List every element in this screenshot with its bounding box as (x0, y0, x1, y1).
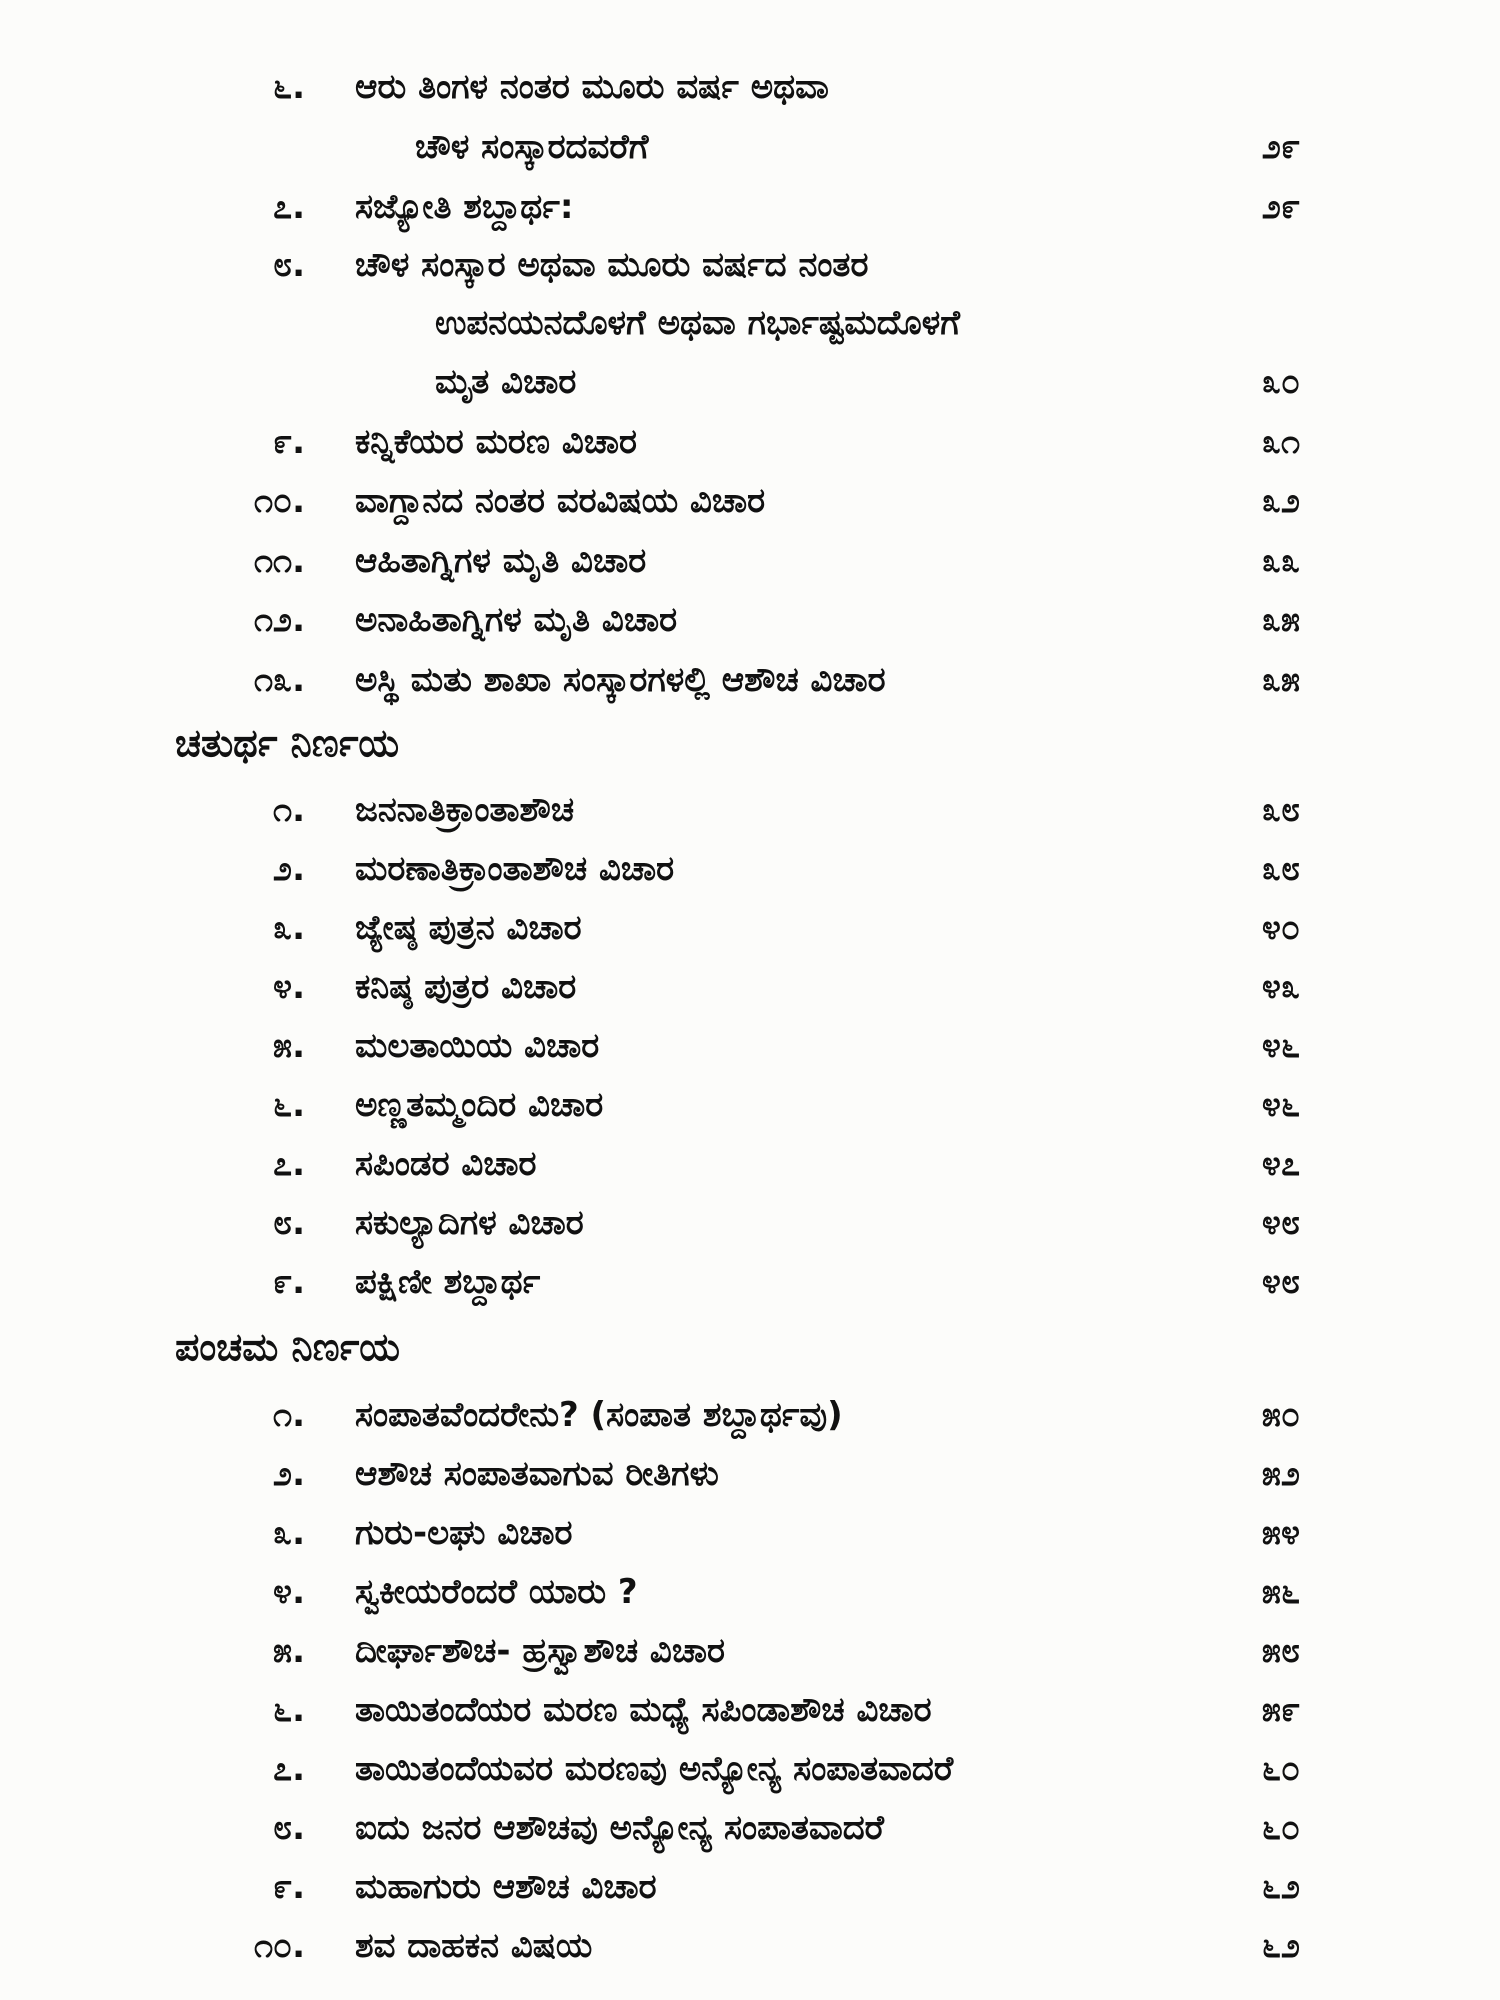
toc-entry (0, 1016, 1500, 1076)
entry-title: ಮಹಾಗುರು ಆಶೌಚ ವಿಚಾರ (355, 1867, 657, 1907)
entry-title: ಕನಿಷ್ಠ ಪುತ್ರರ ವಿಚಾರ (355, 967, 577, 1007)
entry-number: ೪. (273, 1572, 305, 1612)
toc-entry-continuation (0, 352, 1500, 412)
entry-number: ೯. (273, 1262, 305, 1302)
entry-number: ೮. (273, 1808, 305, 1848)
entry-page: ೩೮ (1261, 790, 1300, 830)
entry-title: ಸಕುಲ್ಯಾದಿಗಳ ವಿಚಾರ (355, 1203, 584, 1243)
entry-number: ೯. (273, 422, 305, 462)
entry-title: ಸ್ವಕೀಯರೆಂದರೆ ಯಾರು ? (355, 1572, 638, 1612)
entry-number: ೧೦. (254, 481, 305, 521)
entry-number: ೧. (273, 1395, 305, 1435)
toc-entry (0, 1857, 1500, 1917)
entry-page: ೩೫ (1261, 600, 1300, 640)
entry-title: ದೀರ್ಘಾಶೌಚ- ಹ್ರಸ್ವಾಶೌಚ ವಿಚಾರ (355, 1631, 726, 1671)
entry-page: ೪೭ (1261, 1144, 1300, 1184)
toc-entry (0, 957, 1500, 1017)
entry-page: ೨೯ (1261, 127, 1300, 167)
entry-title: ಸಜ್ಯೋತಿ ಶಬ್ದಾರ್ಥ: (355, 187, 574, 227)
toc-entry (0, 1798, 1500, 1858)
toc-entry (0, 412, 1500, 472)
entry-number: ೭. (273, 1144, 305, 1184)
entry-number: ೮. (273, 245, 305, 285)
entry-title: ಅನಾಹಿತಾಗ್ನಿಗಳ ಮೃತಿ ವಿಚಾರ (355, 600, 678, 640)
entry-title: ಕನ್ನಿಕೆಯರ ಮರಣ ವಿಚಾರ (355, 422, 638, 462)
entry-number: ೩. (273, 908, 305, 948)
entry-title: ಶವ ದಾಹಕನ ವಿಷಯ (355, 1926, 593, 1966)
entry-number: ೮. (273, 1203, 305, 1243)
entry-page: ೬೨ (1261, 1926, 1300, 1966)
entry-page: ೬೦ (1261, 1808, 1300, 1848)
entry-number: ೭. (273, 1749, 305, 1789)
toc-entry (0, 177, 1500, 237)
entry-number: ೧೩. (254, 660, 305, 700)
entry-page: ೩೦ (1261, 362, 1300, 402)
entry-title: ಉಪನಯನದೊಳಗೆ ಅಥವಾ ಗರ್ಭಾಷ್ಟಮದೊಳಗೆ (435, 303, 960, 343)
entry-title: ಆಶೌಚ ಸಂಪಾತವಾಗುವ ರೀತಿಗಳು (355, 1454, 719, 1494)
entry-number: ೧೦. (254, 1926, 305, 1966)
toc-entry (0, 1739, 1500, 1799)
entry-page: ೫೮ (1261, 1631, 1300, 1671)
entry-title: ಅಸ್ಥಿ ಮತು ಶಾಖಾ ಸಂಸ್ಕಾರಗಳಲ್ಲಿ ಆಶೌಚ ವಿಚಾರ (355, 660, 886, 700)
toc-entry (0, 1503, 1500, 1563)
toc-entry (0, 1562, 1500, 1622)
toc-entry (0, 1621, 1500, 1681)
entry-page: ೩೨ (1261, 481, 1300, 521)
entry-number: ೧೧. (254, 541, 305, 581)
entry-number: ೪. (273, 967, 305, 1007)
entry-title: ಚೌಳ ಸಂಸ್ಕಾರ ಅಥವಾ ಮೂರು ವರ್ಷದ ನಂತರ (355, 245, 869, 285)
toc-entry (0, 839, 1500, 899)
entry-number: ೧೨. (254, 600, 305, 640)
entry-page: ೬೨ (1261, 1867, 1300, 1907)
entry-title: ಚೌಳ ಸಂಸ್ಕಾರದವರೆಗೆ (415, 127, 649, 167)
entry-page: ೪೩ (1261, 967, 1300, 1007)
toc-entry (0, 650, 1500, 710)
entry-title: ವಾಗ್ದಾನದ ನಂತರ ವರವಿಷಯ ವಿಚಾರ (355, 481, 766, 521)
entry-title: ಮರಣಾತಿಕ್ರಾಂತಾಶೌಚ ವಿಚಾರ (355, 849, 675, 889)
entry-page: ೫೨ (1261, 1454, 1300, 1494)
toc-entry (0, 235, 1500, 295)
entry-title: ಸಂಪಾತವೆಂದರೇನು? (ಸಂಪಾತ ಶಬ್ದಾರ್ಥವು) (355, 1395, 843, 1435)
entry-title: ಆರು ತಿಂಗಳ ನಂತರ ಮೂರು ವರ್ಷ ಅಥವಾ (355, 67, 829, 107)
entry-page: ೪೬ (1261, 1085, 1300, 1125)
entry-title: ಮೃತ ವಿಚಾರ (435, 362, 577, 402)
entry-title: ಐದು ಜನರ ಆಶೌಚವು ಅನ್ಯೋನ್ಯ ಸಂಪಾತವಾದರೆ (355, 1808, 885, 1848)
toc-entry (0, 1252, 1500, 1312)
entry-page: ೪೬ (1261, 1026, 1300, 1066)
entry-title: ಆಹಿತಾಗ್ನಿಗಳ ಮೃತಿ ವಿಚಾರ (355, 541, 647, 581)
entry-title: ಮಲತಾಯಿಯ ವಿಚಾರ (355, 1026, 600, 1066)
entry-number: ೫. (273, 1026, 305, 1066)
toc-entry (0, 57, 1500, 117)
toc-entry-continuation (0, 293, 1500, 353)
entry-title: ತಾಯಿತಂದೆಯವರ ಮರಣವು ಅನ್ಯೋನ್ಯ ಸಂಪಾತವಾದರೆ (355, 1749, 954, 1789)
entry-title: ಗುರು-ಲಘು ವಿಚಾರ (355, 1513, 573, 1553)
entry-number: ೯. (273, 1867, 305, 1907)
toc-entry (0, 1680, 1500, 1740)
toc-entry (0, 780, 1500, 840)
section-heading: ಚತುರ್ಥ ನಿರ್ಣಯ (175, 721, 400, 765)
toc-entry (0, 1075, 1500, 1135)
entry-number: ೭. (273, 187, 305, 227)
toc-entry (0, 471, 1500, 531)
toc-entry (0, 898, 1500, 958)
toc-entry (0, 590, 1500, 650)
entry-page: ೩೩ (1261, 541, 1300, 581)
section-heading: ಪಂಚಮ ನಿರ್ಣಯ (175, 1325, 400, 1369)
entry-page: ೪೦ (1261, 908, 1300, 948)
toc-entry (0, 1134, 1500, 1194)
toc-entry-continuation (0, 117, 1500, 177)
toc-entry (0, 1444, 1500, 1504)
entry-page: ೫೦ (1261, 1395, 1300, 1435)
entry-page: ೫೪ (1261, 1513, 1300, 1553)
entry-title: ಅಣ್ಣತಮ್ಮಂದಿರ ವಿಚಾರ (355, 1085, 604, 1125)
entry-page: ೫೯ (1261, 1690, 1300, 1730)
toc-entry (0, 1385, 1500, 1445)
entry-number: ೨. (273, 849, 305, 889)
entry-title: ತಾಯಿತಂದೆಯರ ಮರಣ ಮಧ್ಯೆ ಸಪಿಂಡಾಶೌಚ ವಿಚಾರ (355, 1690, 932, 1730)
toc-entry (0, 531, 1500, 591)
entry-title: ಜನನಾತಿಕ್ರಾಂತಾಶೌಚ (355, 790, 575, 830)
entry-page: ೬೦ (1261, 1749, 1300, 1789)
entry-number: ೩. (273, 1513, 305, 1553)
entry-page: ೫೬ (1261, 1572, 1300, 1612)
entry-number: ೧. (273, 790, 305, 830)
entry-page: ೪೮ (1261, 1262, 1300, 1302)
entry-title: ಪಕ್ಷಿಣೀ ಶಬ್ದಾರ್ಥ (355, 1262, 541, 1302)
entry-page: ೨೯ (1261, 187, 1300, 227)
entry-number: ೫. (273, 1631, 305, 1671)
toc-entry (0, 1193, 1500, 1253)
entry-number: ೬. (273, 1690, 305, 1730)
entry-page: ೪೮ (1261, 1203, 1300, 1243)
entry-page: ೩೧ (1261, 422, 1300, 462)
entry-number: ೨. (273, 1454, 305, 1494)
entry-title: ಸಪಿಂಡರ ವಿಚಾರ (355, 1144, 537, 1184)
toc-entry (0, 1916, 1500, 1976)
entry-number: ೬. (273, 1085, 305, 1125)
entry-page: ೩೫ (1261, 660, 1300, 700)
entry-page: ೩೮ (1261, 849, 1300, 889)
entry-number: ೬. (273, 67, 305, 107)
entry-title: ಜ್ಯೇಷ್ಠ ಪುತ್ರನ ವಿಚಾರ (355, 908, 582, 948)
